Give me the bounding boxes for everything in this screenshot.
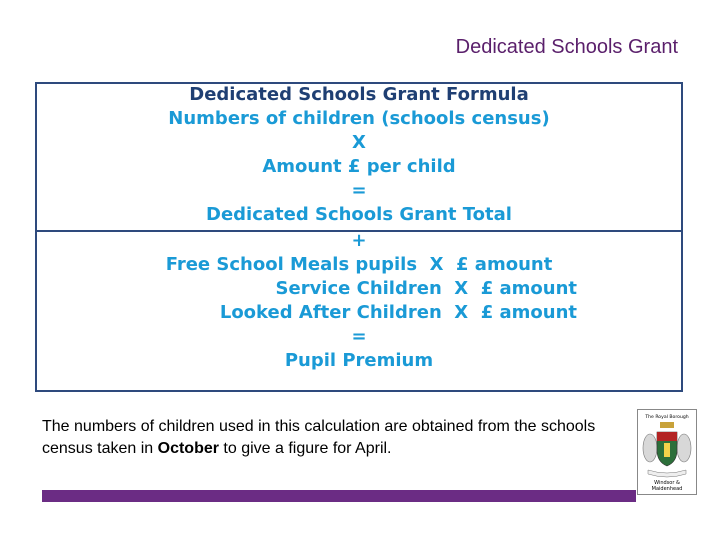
formula-operator-equals-2: = [351, 326, 367, 347]
svg-text:Maidenhead: Maidenhead [651, 486, 683, 492]
formula-line-census: Numbers of children (schools census) [168, 108, 550, 129]
formula-line-pupil-premium: Pupil Premium [284, 350, 434, 371]
formula-box [35, 82, 683, 392]
formula-line-amount: Amount £ per child [262, 156, 456, 177]
formula-heading: Dedicated Schools Grant Formula [189, 84, 529, 105]
coat-of-arms-icon [638, 410, 696, 494]
formula-operator-multiply: X [352, 132, 366, 153]
formula-operator-plus: + [351, 230, 367, 251]
caption-part-2: to give a figure for April. [218, 440, 392, 457]
svg-text:The Royal Borough: The Royal Borough [645, 415, 689, 420]
caption-bold-month: October [157, 440, 219, 457]
council-logo [637, 409, 697, 495]
formula-line-looked-after: Looked After Children X £ amount [219, 302, 577, 323]
caption-part-1: The numbers of children used in this calculation are obtained from the schools census taken in [42, 418, 596, 457]
caption-text [42, 416, 622, 460]
formula-operator-equals: = [351, 180, 367, 201]
page-title: Dedicated Schools Grant [455, 36, 678, 58]
formula-line-dsg-total: Dedicated Schools Grant Total [206, 204, 512, 225]
formula-line-free-school-meals: Free School Meals pupils X £ amount [165, 254, 553, 275]
formula-line-service-children: Service Children X £ amount [275, 278, 577, 299]
svg-text:Windsor &: Windsor & [654, 480, 680, 486]
footer-bar [42, 490, 636, 502]
